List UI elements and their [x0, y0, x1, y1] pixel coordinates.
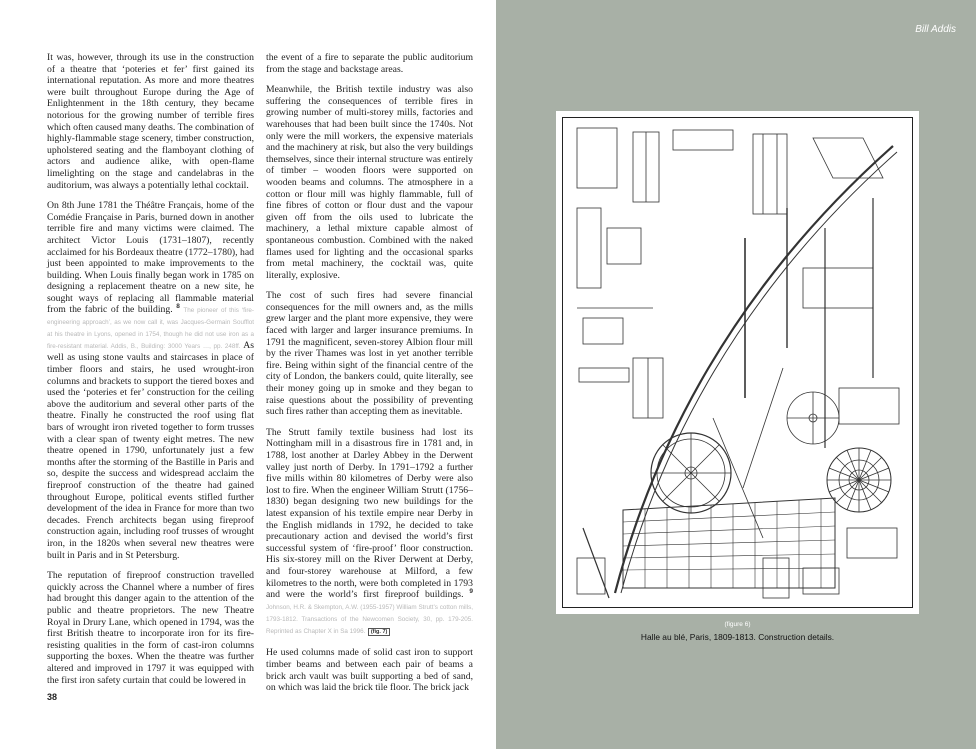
paragraph: The reputation of fireproof construction travelled quickly across the Channel where a number of fires had brought this danger again to the attention of the public and theatre proprietors. The new Theatre Royal in Drury Lane, which opened in 1794, was the first British theatre to incorporate iron for its fire-resisting qualities in the form of cast-iron columns supporting the boxes. When the theatre was further altered and improved in 1797 it was equipped with the first iron safety curtain that could be lowered in	[47, 570, 254, 686]
paragraph: The cost of such fires had severe financial consequences for the mill owners and, as the mills grew larger and the plant more expensive, they were faced with larger and larger insurance premiums. In 1791 the magnificent, seven-storey Albion flour mill by the river Thames was lost in yet another terrible fire. Being within sight of the financial centre of the city of London, the bankers could, quite literally, see their money going up in smoke and they began to raise questions about the possibility of preventing such fires rather than accepting them as inevitable.	[266, 290, 473, 418]
text-column-left	[47, 52, 254, 695]
footnote-text: Johnson, H.R. & Skempton, A.W. (1955-1957) William Strutt’s cotton mills, 1793-1812. Transactions of the Newcomen Society, 30, pp. 179-205. Reprinted as Chapter X in Sa 1996.	[266, 603, 473, 635]
footnote-marker[interactable]: 8	[176, 303, 180, 311]
running-head: Bill Addis	[915, 24, 956, 35]
figure-reference[interactable]: (fig. 7)	[368, 628, 391, 636]
radial-fan-drawing	[827, 448, 891, 512]
paragraph: Meanwhile, the British textile industry was also suffering the consequences of terrible fires in growing number of multi-storey mills, factories and warehouses that had been built since the 1740s. Not only were the mill workers, the expensive materials and the machinery at risk, but also the very buildings themselves, since their internal structure was entirely of timber – wooden floors were supported on wooden beams and columns. The atmosphere in a cotton or flour mill was highly flammable, full of fine fibres of cotton or flour dust and the vapour given off from the oils used to lubricate the machinery, a lethal mixture capable almost of spontaneous combustion. Combined with the naked flames used for lighting and the occasional sparks from metal machinery, the cocktail was, quite literally, explosive.	[266, 84, 473, 281]
figure-plate	[562, 117, 913, 608]
figure-caption: Halle au blé, Paris, 1809-1813. Construction details.	[640, 632, 835, 642]
paragraph: He used columns made of solid cast iron to support timber beams and between each pair of beams a brick arch vault was built supporting a bed of sand, on which was laid the brick tile floor. The brick jack	[266, 647, 473, 694]
arch-rib-inner	[621, 152, 897, 593]
engineering-drawing	[563, 118, 912, 607]
page-number: 38	[47, 692, 58, 702]
footnote-marker[interactable]: 9	[469, 587, 474, 595]
paragraph: the event of a fire to separate the public auditorium from the stage and backstage areas.	[266, 52, 473, 75]
paragraph: It was, however, through its use in the construction of a theatre that ‘poteries et fer’ first gained its international reputation. As more and more theatres were built throughout Europe during the Age of Enlightenment in the 18th century, they became notorious for the growing number of terrible fires which often caused many deaths. The combination of highly-flammable stage scenery, timber construction, upholstered seating and the flamboyant clothing of actors and audience alike, with open-flame limelighting on the stage and candelabras in the auditorium, was always a potentially lethal cocktail.	[47, 52, 254, 191]
footnote-text: The pioneer of this ‘fire-engineering approach’, as we now call it, was Jacques-Germain Soufflot at his theatre in Lyons, opened in 1754, though he did not use iron as a fire-resistant material. Addis, B., Building: 3000 Years …, pp. 248ff.	[47, 307, 255, 351]
paragraph	[266, 427, 473, 639]
text-column-right	[266, 52, 473, 703]
arch-rib	[615, 146, 893, 593]
figure-frame	[556, 111, 919, 614]
paragraph-text: As well as using stone vaults and staircases in place of timber floors and stairs, he used wrought-iron columns and brackets to support the tiered boxes and used the ‘poteries et fer’ construction for the ceiling above the auditorium and several other parts of the theatre. Finally he constructed the roof using flat bars of wrought iron riveted together to form trusses with a clear span of twenty eight metres. The new theatre opened in 1790, unfortunately just a few months after the storming of the Bastille in Paris and so, despite the success and widespread acclaim the fireproof construction of the theatre had gained throughout Europe, political events stifled further development of the idea in France for more than two decades. French architects began using fireproof construction again, including roof trusses of wrought iron, in the 1820s when several new theatres were built in Paris and in St Petersburg.	[47, 340, 254, 561]
figure-label: (figure 6)	[724, 621, 751, 628]
paragraph	[47, 200, 254, 561]
paragraph-text: On 8th June 1781 the Théâtre Français, home of the Comédie Française in Paris, burned down in another terrible fire and many victims were claimed. The architect Victor Louis (1731–1807), recently acclaimed for his Bordeaux theatre (1772–1780), had just been appointed to make improvements to the building. When Louis finally began work in 1785 on designing a replacement theatre on a new site, he sought ways of replacing all flammable material from the fabric of the building.	[47, 200, 254, 316]
paragraph-text: The Strutt family textile business had lost its Nottingham mill in a disastrous fire in 1781 and, in 1788, lost another at Darley Abbey in the Derwent valley just north of Derby. In 1791–1792 a further five mills within 80 kilometres of Derby were also lost to fire. When the engineer William Strutt (1756–1830) began designing two new buildings for the latest expansion of his textile empire near Derby in the English midlands in 1792, he decided to take precautionary action and devised the world’s first successful system of ‘fire-proof’ floor construction. His six-storey mill on the River Derwent at Derby, and four-storey warehouse at Milford, a few kilometres to the north, were both completed in 1793 and were the world’s first fireproof buildings.	[266, 426, 473, 601]
